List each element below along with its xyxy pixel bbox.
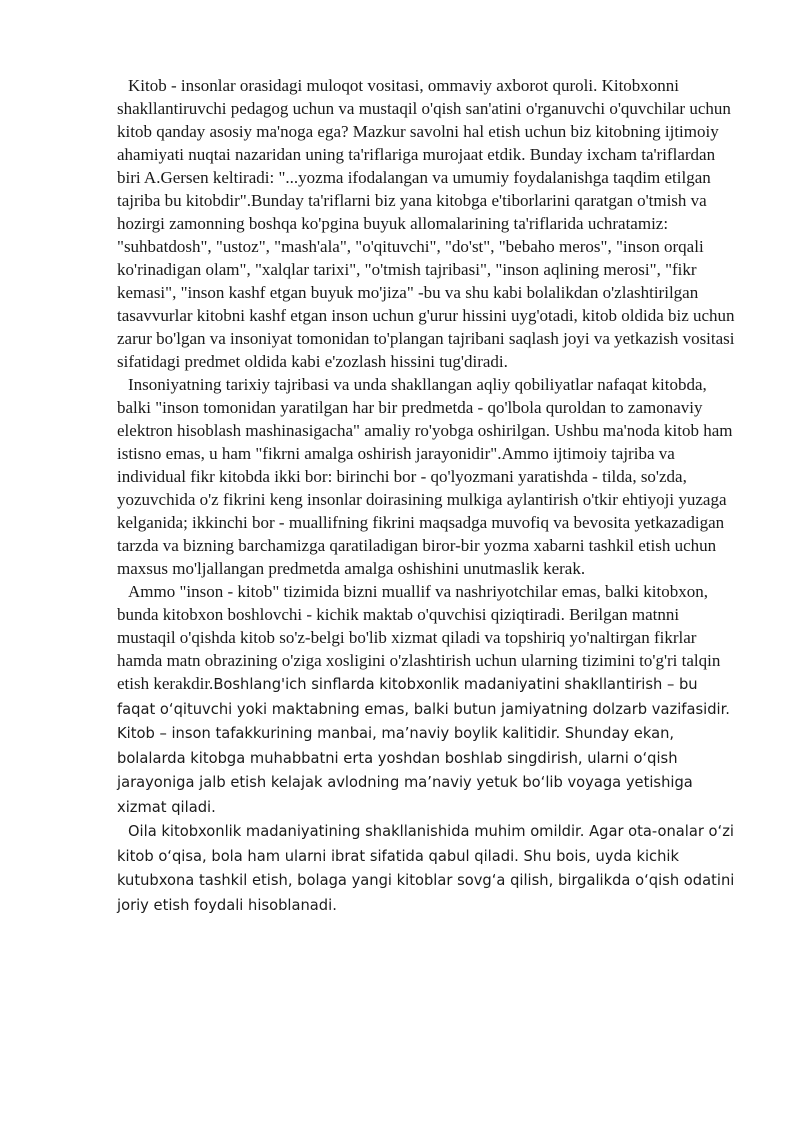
paragraph-2 <box>117 373 737 580</box>
paragraph-4-text: Oila kitobxonlik madaniyatining shakllanishida muhim omildir. Agar ota-onalar o‘zi kitob o‘qisa, bola ham ularni ibrat sifatida qabul qiladi. Shu bois, uyda kichik kutubxona tashkil etish, bolaga yangi kitoblar sovg‘a qilish, birgalikda o‘qish odatini joriy etish foydali hisoblanadi. <box>117 823 735 914</box>
paragraph-3-sans-text: Boshlang'ich sinflarda kitobxonlik madaniyatini shakllantirish – bu faqat o‘qituvchi yoki maktabning emas, balki butun jamiyatning dolzarb vazifasidir. Kitob – inson tafakkurining manbai, ma’naviy boylik kalitidir. Shunday ekan, bolalarda kitobga muhabbatni erta yoshdan boshlab singdirish, ularni o‘qish jarayoniga jalb etish kelajak avlodning ma’naviy yetuk bo‘lib voyaga yetishiga xizmat qiladi. <box>117 676 730 816</box>
paragraph-1-text: Kitob - insonlar orasidagi muloqot vositasi, ommaviy axborot quroli. Kitobxonni shakllantiruvchi pedagog uchun va mustaqil o'qish san'atini o'rganuvchi o'quvchilar uchun kitob qanday asosiy ma'noga ega? Mazkur savolni hal etish uchun biz kitobning ijtimoiy ahamiyati nuqtai nazaridan uning ta'riflariga murojaat etdik. Bunday ixcham ta'riflardan biri A.Gersen keltiradi: "...yozma ifodalangan va umumiy foydalanishga taqdim etilgan tajriba bu kitobdir".Bunday ta'riflarni biz yana kitobga e'tiborlarini qaratgan o'tmish va hozirgi zamonning boshqa ko'pgina buyuk allomalarining ta'riflarida uchratamiz: "suhbatdosh", "ustoz", "mash'ala", "o'qituvchi", "do'st", "bebaho meros", "inson orqali ko'rinadigan olam", "xalqlar tarixi", "o'tmish tajribasi", "inson aqlining merosi", "fikr kemasi", "inson kashf etgan buyuk mo'jiza" -bu va shu kabi bolalikdan o'zlashtirilgan tasavvurlar kitobni kashf etgan inson uchun g'urur hissini uyg'otadi, kitob oldida biz uchun zarur bo'lgan va insoniyat tomonidan to'plangan tajribani saqlash joyi va yetkazish vositasi sifatidagi predmet oldida kabi e'zozlash hissini tug'diradi. <box>117 76 735 371</box>
paragraph-4 <box>117 820 737 918</box>
paragraph-3 <box>117 580 737 820</box>
paragraph-1 <box>117 74 737 373</box>
document-page <box>117 74 737 918</box>
paragraph-3-serif-text: Ammo "inson - kitob" tizimida bizni muallif va nashriyotchilar emas, balki kitobxon, bunda kitobxon boshlovchi - kichik maktab o'quvchisi qiziqtiradi. Berilgan matnni mustaqil o'qishda kitob so'z-belgi bo'lib xizmat qiladi va topshiriq yo'naltirgan fikrlar hamda matn obrazining o'ziga xosligini o'zlashtirish uchun ularning tizimini to'g'ri talqin etish kerakdir. <box>117 582 721 693</box>
paragraph-2-text: Insoniyatning tarixiy tajribasi va unda shakllangan aqliy qobiliyatlar nafaqat kitobda, balki "inson tomonidan yaratilgan har bir predmetda - qo'lbola quroldan to zamonaviy elektron hisoblash mashinasigacha" amaliy ro'yobga oshirilgan. Ushbu ma'noda kitob ham istisno emas, u ham "fikrni amalga oshirish jarayonidir".Ammo ijtimoiy tajriba va individual fikr kitobda ikki bor: birinchi bor - qo'lyozmani yaratishda - tilda, so'zda, yozuvchida o'z fikrini keng insonlar doirasining mulkiga aylantirish o'tkir ehtiyoji yuzaga kelganida; ikkinchi bor - muallifning fikrini maqsadga muvofiq va bevosita yetkazadigan tarzda va bizning barchamizga qaratiladigan biror-bir yozma xabarni tashkil etish uchun maxsus mo'ljallangan predmetda amalga oshishini unutmaslik kerak. <box>117 375 733 578</box>
